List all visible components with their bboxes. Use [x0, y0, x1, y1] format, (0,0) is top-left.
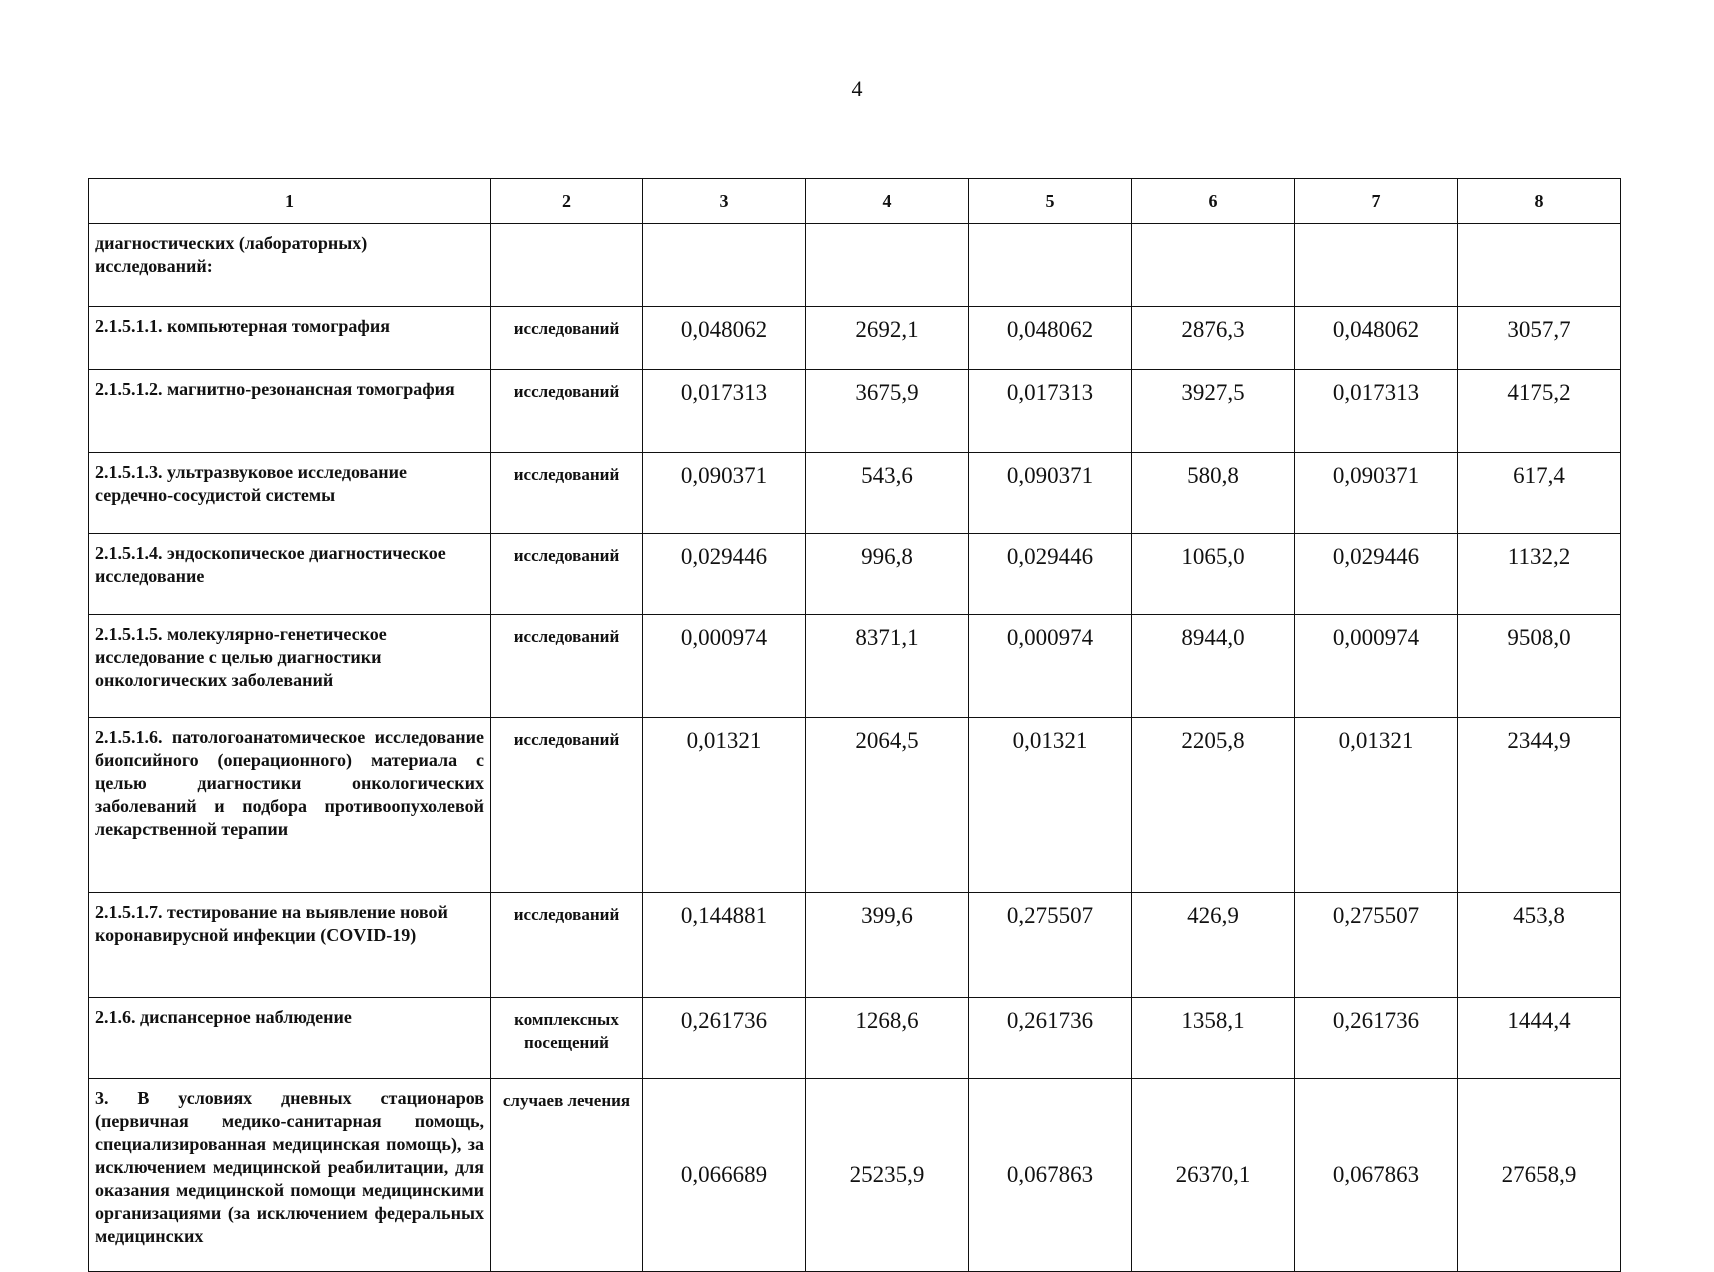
- table-row: [89, 615, 1621, 718]
- row-value: 0,067863: [1295, 1079, 1458, 1272]
- row-value: 0,066689: [643, 1079, 806, 1272]
- row-value: [969, 224, 1132, 307]
- row-unit: исследований: [491, 370, 643, 453]
- row-name: 2.1.5.1.5. молекулярно-генетическое исследование с целью диагностики онкологических заболеваний: [89, 615, 491, 718]
- column-header: 4: [806, 179, 969, 224]
- row-value: 1358,1: [1132, 998, 1295, 1079]
- table-row: [89, 307, 1621, 370]
- row-name: 2.1.6. диспансерное наблюдение: [89, 998, 491, 1079]
- row-value: 8371,1: [806, 615, 969, 718]
- header-row: [89, 179, 1621, 224]
- row-value: 0,048062: [1295, 307, 1458, 370]
- table-row: [89, 893, 1621, 998]
- row-unit: исследований: [491, 453, 643, 534]
- row-value: 26370,1: [1132, 1079, 1295, 1272]
- table-row: [89, 534, 1621, 615]
- row-value: 0,090371: [1295, 453, 1458, 534]
- row-value: [643, 224, 806, 307]
- row-value: 0,067863: [969, 1079, 1132, 1272]
- row-name: 2.1.5.1.3. ультразвуковое исследование сердечно-сосудистой системы: [89, 453, 491, 534]
- row-value: 0,017313: [643, 370, 806, 453]
- row-value: 0,144881: [643, 893, 806, 998]
- row-value: 9508,0: [1458, 615, 1621, 718]
- row-value: 453,8: [1458, 893, 1621, 998]
- row-value: [1458, 224, 1621, 307]
- row-unit: исследований: [491, 718, 643, 893]
- row-value: 25235,9: [806, 1079, 969, 1272]
- row-value: [1132, 224, 1295, 307]
- row-value: 0,275507: [1295, 893, 1458, 998]
- row-name: 3. В условиях дневных стационаров (первичная медико-санитарная помощь, специализированная медицинская помощь), за исключением медицинской реабилитации, для оказания медицинской помощи медицинскими организациями (за исключением федеральных медицинских: [89, 1079, 491, 1272]
- row-value: 8944,0: [1132, 615, 1295, 718]
- row-name: 2.1.5.1.2. магнитно-резонансная томография: [89, 370, 491, 453]
- column-header: 5: [969, 179, 1132, 224]
- row-value: 426,9: [1132, 893, 1295, 998]
- row-value: 617,4: [1458, 453, 1621, 534]
- row-value: 0,261736: [1295, 998, 1458, 1079]
- table-row: [89, 998, 1621, 1079]
- row-value: 1065,0: [1132, 534, 1295, 615]
- row-value: 0,000974: [643, 615, 806, 718]
- row-value: 0,090371: [643, 453, 806, 534]
- data-table: [88, 178, 1621, 1272]
- row-value: 0,000974: [969, 615, 1132, 718]
- row-value: 2205,8: [1132, 718, 1295, 893]
- row-value: 0,01321: [969, 718, 1132, 893]
- page-number: 4: [851, 76, 863, 101]
- row-value: 3675,9: [806, 370, 969, 453]
- row-value: 399,6: [806, 893, 969, 998]
- row-value: 1132,2: [1458, 534, 1621, 615]
- column-header: 2: [491, 179, 643, 224]
- row-value: 0,017313: [1295, 370, 1458, 453]
- row-value: 543,6: [806, 453, 969, 534]
- row-unit: исследований: [491, 615, 643, 718]
- table-row: [89, 370, 1621, 453]
- row-value: 2344,9: [1458, 718, 1621, 893]
- row-value: 3927,5: [1132, 370, 1295, 453]
- table-row: [89, 1079, 1621, 1272]
- row-unit: исследований: [491, 307, 643, 370]
- row-value: 0,029446: [969, 534, 1132, 615]
- row-value: 2876,3: [1132, 307, 1295, 370]
- row-name: 2.1.5.1.6. патологоанатомическое исследование биопсийного (операционного) материала с целью диагностики онкологических заболеваний и подбора противоопухолевой лекарственной терапии: [89, 718, 491, 893]
- table-row: [89, 224, 1621, 307]
- row-value: 3057,7: [1458, 307, 1621, 370]
- row-value: 0,029446: [643, 534, 806, 615]
- row-value: 0,048062: [969, 307, 1132, 370]
- row-value: 1444,4: [1458, 998, 1621, 1079]
- row-value: 580,8: [1132, 453, 1295, 534]
- row-value: [1295, 224, 1458, 307]
- table-row: [89, 453, 1621, 534]
- column-header: 3: [643, 179, 806, 224]
- table-row: [89, 718, 1621, 893]
- row-value: 0,000974: [1295, 615, 1458, 718]
- row-value: 0,029446: [1295, 534, 1458, 615]
- row-value: [806, 224, 969, 307]
- row-name: 2.1.5.1.1. компьютерная томография: [89, 307, 491, 370]
- row-value: 0,017313: [969, 370, 1132, 453]
- row-name: 2.1.5.1.7. тестирование на выявление новой коронавирусной инфекции (COVID-19): [89, 893, 491, 998]
- row-value: 2064,5: [806, 718, 969, 893]
- row-name: 2.1.5.1.4. эндоскопическое диагностическое исследование: [89, 534, 491, 615]
- row-value: 2692,1: [806, 307, 969, 370]
- row-value: 0,275507: [969, 893, 1132, 998]
- row-unit: [491, 224, 643, 307]
- row-value: 0,261736: [969, 998, 1132, 1079]
- column-header: 7: [1295, 179, 1458, 224]
- row-unit: исследований: [491, 893, 643, 998]
- column-header: 8: [1458, 179, 1621, 224]
- row-value: 0,090371: [969, 453, 1132, 534]
- row-value: 0,01321: [643, 718, 806, 893]
- row-value: 0,01321: [1295, 718, 1458, 893]
- row-unit: исследований: [491, 534, 643, 615]
- row-value: 996,8: [806, 534, 969, 615]
- row-value: 27658,9: [1458, 1079, 1621, 1272]
- column-header: 6: [1132, 179, 1295, 224]
- column-header: 1: [89, 179, 491, 224]
- row-value: 0,261736: [643, 998, 806, 1079]
- row-name: диагностических (лабораторных) исследований:: [89, 224, 491, 307]
- row-unit: комплексных посещений: [491, 998, 643, 1079]
- row-value: 0,048062: [643, 307, 806, 370]
- row-value: 1268,6: [806, 998, 969, 1079]
- row-value: 4175,2: [1458, 370, 1621, 453]
- row-unit: случаев лечения: [491, 1079, 643, 1272]
